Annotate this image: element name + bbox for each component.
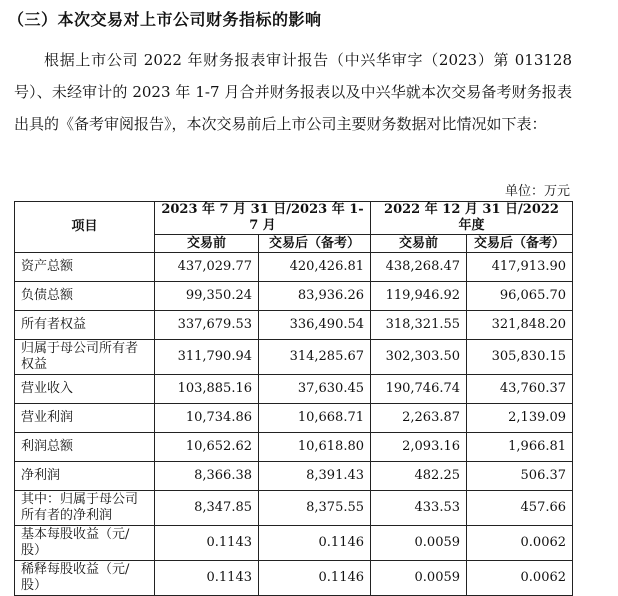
table-row [15, 311, 573, 340]
cell-value: 0.1146 [259, 526, 371, 561]
financial-comparison-table [14, 201, 573, 596]
cell-value: 311,790.94 [155, 340, 259, 375]
section-heading: （三）本次交易对上市公司财务指标的影响 [8, 10, 322, 29]
table-row [15, 340, 573, 375]
table-row [15, 375, 573, 404]
subheader-before-2022: 交易前 [371, 235, 467, 253]
cell-value: 314,285.67 [259, 340, 371, 375]
row-label: 其中：归属于母公司所有者的净利润 [15, 491, 155, 526]
cell-value: 420,426.81 [259, 253, 371, 282]
table-row [15, 491, 573, 526]
cell-value: 482.25 [371, 462, 467, 491]
cell-value: 2,139.09 [467, 404, 573, 433]
cell-value: 96,065.70 [467, 282, 573, 311]
table-row [15, 253, 573, 282]
cell-value: 119,946.92 [371, 282, 467, 311]
row-label: 基本每股收益（元/股） [15, 526, 155, 561]
cell-value: 10,668.71 [259, 404, 371, 433]
cell-value: 8,375.55 [259, 491, 371, 526]
table-row [15, 561, 573, 596]
cell-value: 8,366.38 [155, 462, 259, 491]
cell-value: 438,268.47 [371, 253, 467, 282]
subheader-after-2022: 交易后（备考） [467, 235, 573, 253]
subheader-before-2023: 交易前 [155, 235, 259, 253]
intro-paragraph: 根据上市公司 2022 年财务报表审计报告（中兴华审字（2023）第 013128 号）、未经审计的 2023 年 1-7 月合并财务报表以及中兴华就本次交易备考财务报表出具的《备考审阅报告》，本次交易前后上市公司主要财务数据对比情况如下表： [14, 51, 572, 133]
cell-value: 0.1143 [155, 561, 259, 596]
cell-value: 318,321.55 [371, 311, 467, 340]
cell-value: 83,936.26 [259, 282, 371, 311]
cell-value: 99,350.24 [155, 282, 259, 311]
cell-value: 1,966.81 [467, 433, 573, 462]
cell-value: 305,830.15 [467, 340, 573, 375]
cell-value: 506.37 [467, 462, 573, 491]
cell-value: 0.0059 [371, 561, 467, 596]
cell-value: 336,490.54 [259, 311, 371, 340]
cell-value: 0.1143 [155, 526, 259, 561]
table-row [15, 462, 573, 491]
cell-value: 0.0062 [467, 561, 573, 596]
row-label: 负债总额 [15, 282, 155, 311]
row-label: 利润总额 [15, 433, 155, 462]
cell-value: 10,652.62 [155, 433, 259, 462]
cell-value: 2,093.16 [371, 433, 467, 462]
period-header-2022: 2022 年 12 月 31 日/2022 年度 [371, 202, 573, 235]
table-row [15, 282, 573, 311]
period-header-2023: 2023 年 7 月 31 日/2023 年 1-7 月 [155, 202, 371, 235]
table-row [15, 404, 573, 433]
cell-value: 10,618.80 [259, 433, 371, 462]
cell-value: 0.1146 [259, 561, 371, 596]
row-label: 稀释每股收益（元/股） [15, 561, 155, 596]
row-label: 营业收入 [15, 375, 155, 404]
cell-value: 8,391.43 [259, 462, 371, 491]
cell-value: 0.0059 [371, 526, 467, 561]
table-row [15, 526, 573, 561]
row-label: 资产总额 [15, 253, 155, 282]
cell-value: 8,347.85 [155, 491, 259, 526]
row-label: 营业利润 [15, 404, 155, 433]
table-row [15, 433, 573, 462]
cell-value: 10,734.86 [155, 404, 259, 433]
subheader-after-2023: 交易后（备考） [259, 235, 371, 253]
cell-value: 190,746.74 [371, 375, 467, 404]
row-label: 净利润 [15, 462, 155, 491]
row-label: 归属于母公司所有者权益 [15, 340, 155, 375]
cell-value: 457.66 [467, 491, 573, 526]
cell-value: 433.53 [371, 491, 467, 526]
cell-value: 302,303.50 [371, 340, 467, 375]
cell-value: 37,630.45 [259, 375, 371, 404]
cell-value: 2,263.87 [371, 404, 467, 433]
item-header: 项目 [15, 202, 155, 253]
cell-value: 321,848.20 [467, 311, 573, 340]
cell-value: 417,913.90 [467, 253, 573, 282]
cell-value: 0.0062 [467, 526, 573, 561]
cell-value: 437,029.77 [155, 253, 259, 282]
cell-value: 337,679.53 [155, 311, 259, 340]
unit-label: 单位：万元 [504, 184, 570, 199]
cell-value: 43,760.37 [467, 375, 573, 404]
cell-value: 103,885.16 [155, 375, 259, 404]
row-label: 所有者权益 [15, 311, 155, 340]
